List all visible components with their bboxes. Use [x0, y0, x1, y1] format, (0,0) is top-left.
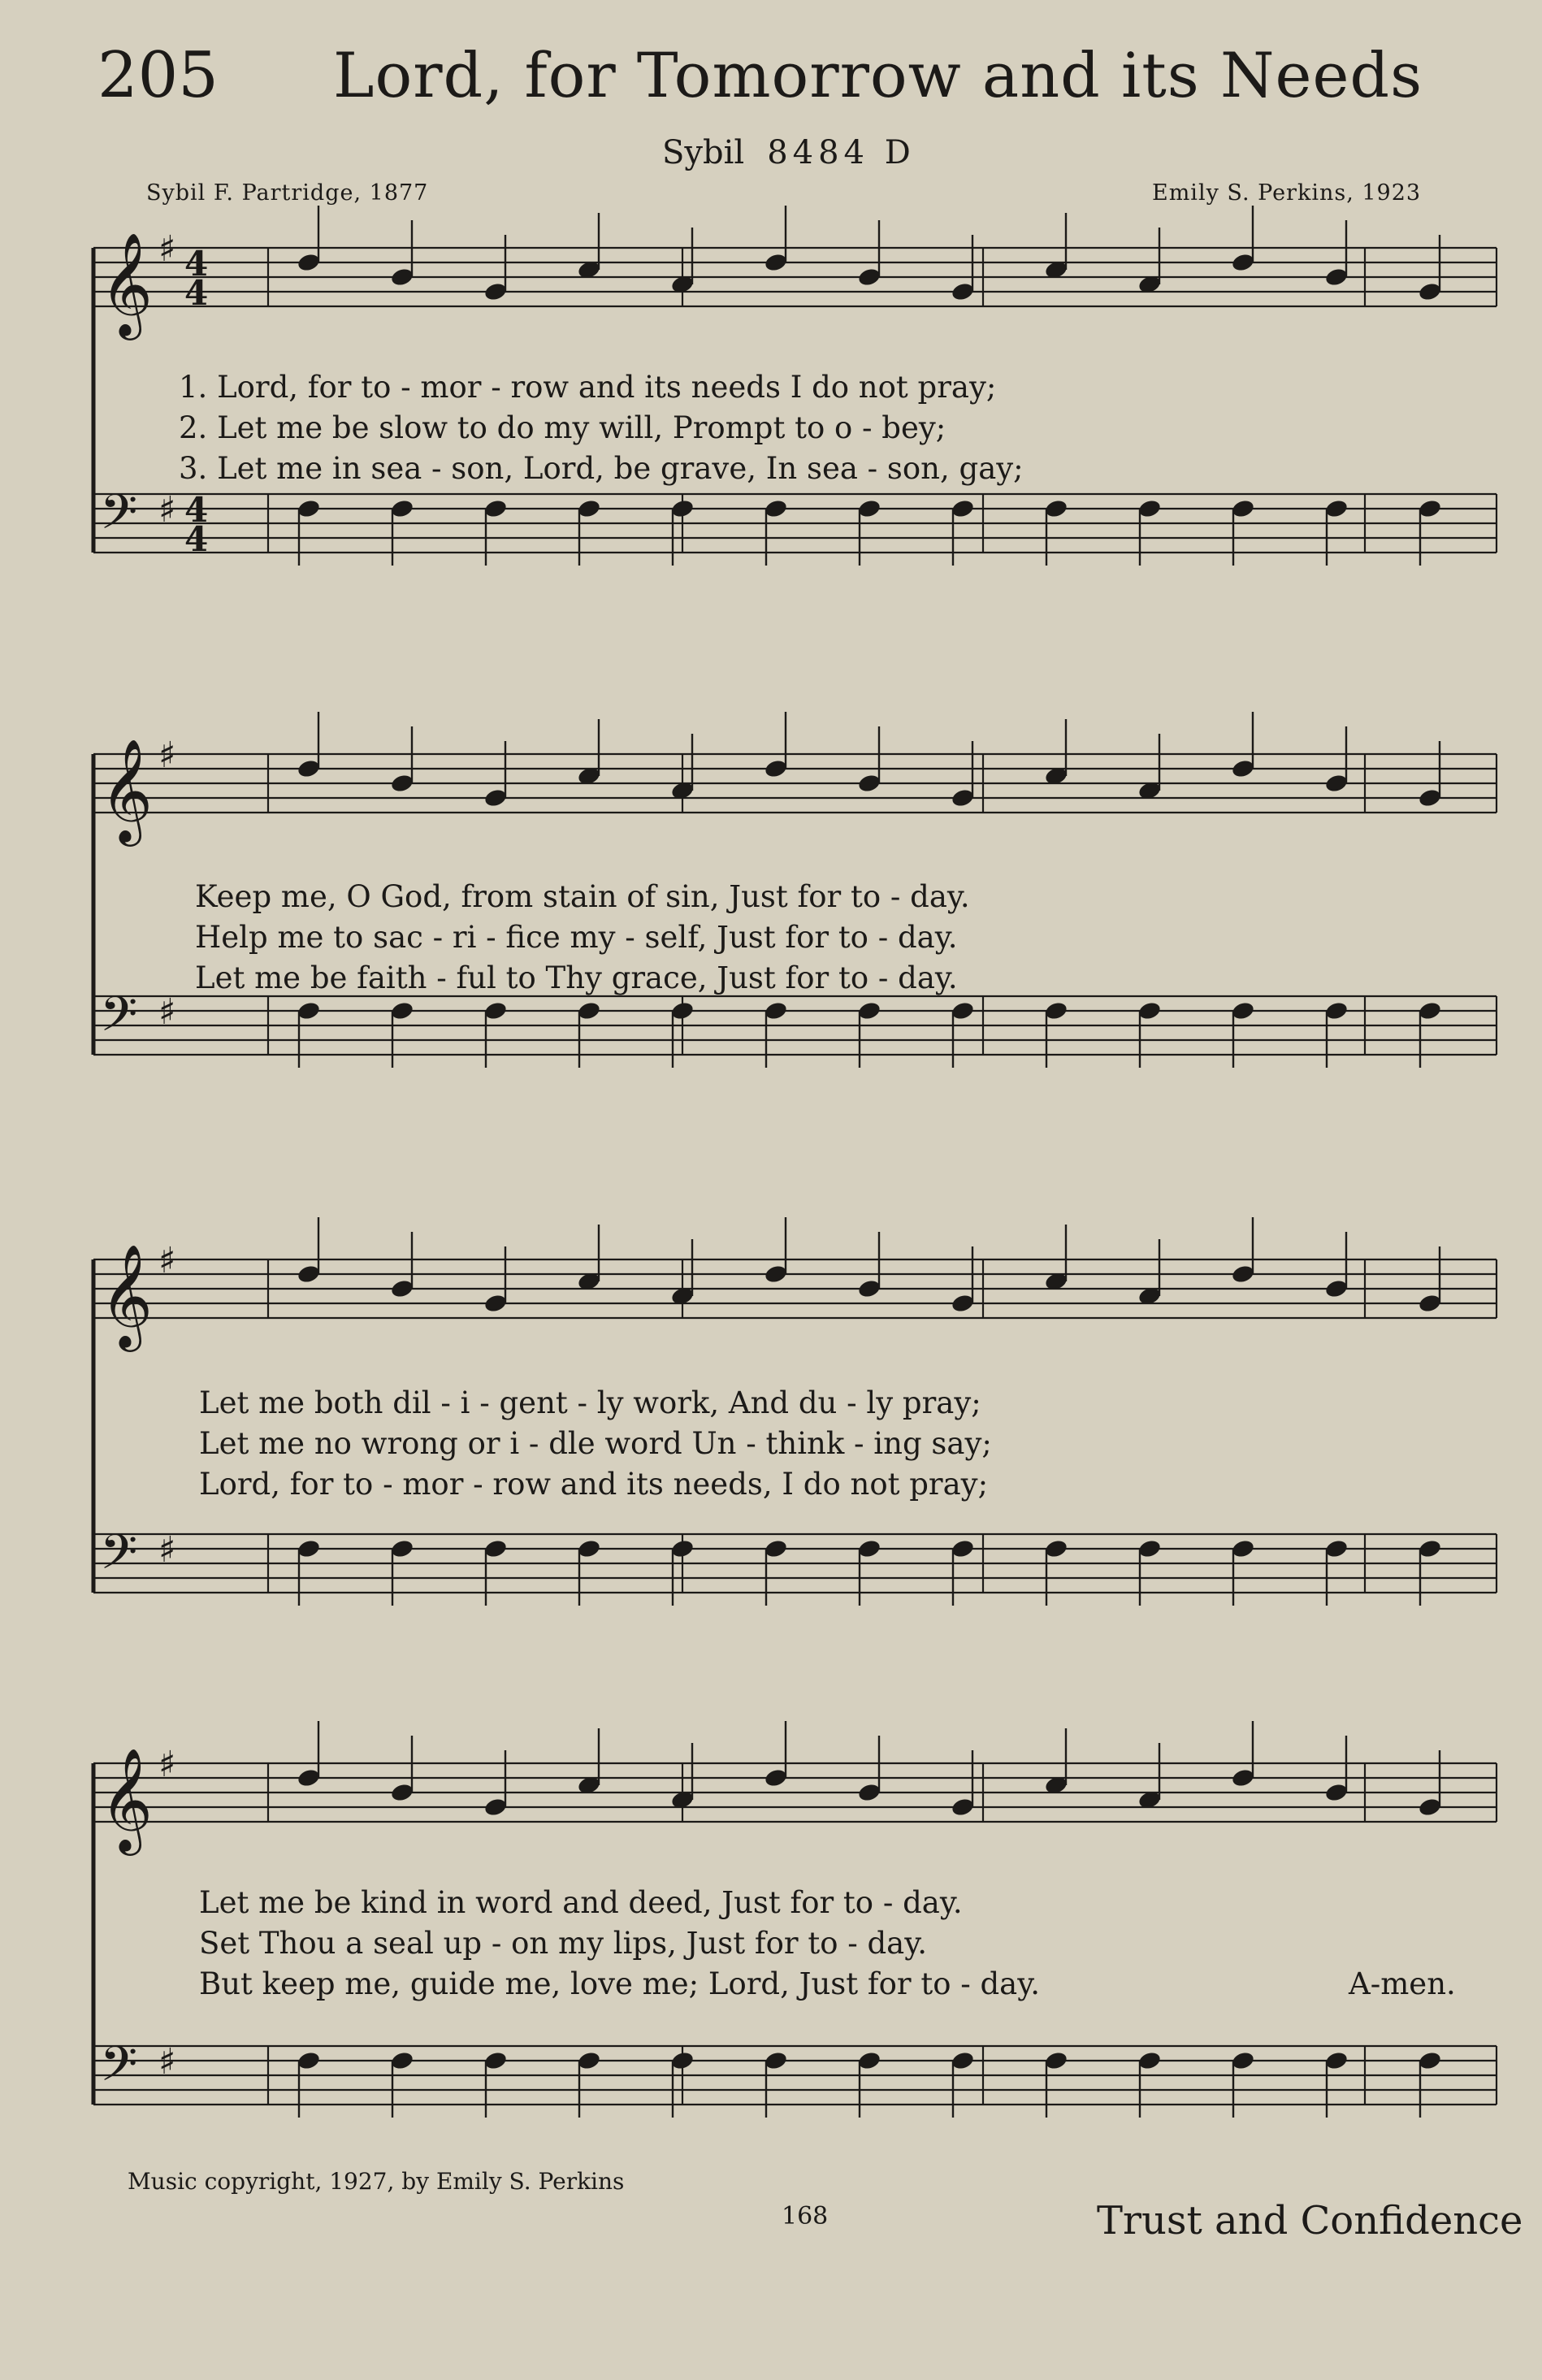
- note-head: [764, 1767, 789, 1788]
- bass-clef-icon: 𝄢: [100, 986, 138, 1054]
- amen: A-men.: [1349, 1966, 1456, 2001]
- sharp-icon: ♯: [158, 991, 176, 1033]
- treble-clef-icon: 𝄞: [100, 1243, 154, 1347]
- note-head: [1231, 2050, 1256, 2071]
- sharp-icon: ♯: [158, 1744, 176, 1785]
- lyric-line3-verse1: Let me both dil - i - gent - ly work, And du - ly pray;: [199, 1385, 981, 1420]
- category-label: Trust and Confidence: [1097, 2198, 1523, 2243]
- hymn-title: Lord, for Tomorrow and its Needs: [333, 39, 1423, 111]
- note-head: [483, 2050, 509, 2071]
- lyric-line4-verse3: But keep me, guide me, love me; Lord, Just for to - day.: [199, 1966, 1040, 2001]
- treble-clef-icon: 𝄞: [100, 232, 154, 336]
- note-head: [390, 2050, 415, 2071]
- note-head: [297, 2050, 322, 2071]
- note-head: [297, 1767, 322, 1788]
- note-head: [1324, 2050, 1349, 2071]
- bass-clef-icon: 𝄢: [100, 483, 138, 552]
- lyric-line2-verse1: Keep me, O God, from stain of sin, Just for to - day.: [195, 879, 970, 914]
- sharp-icon: ♯: [158, 1529, 176, 1571]
- sharp-icon: ♯: [158, 2041, 176, 2083]
- note-head: [857, 2050, 882, 2071]
- treble-clef-icon: 𝄞: [100, 738, 154, 842]
- note-head: [1418, 1797, 1443, 1818]
- bass-clef-icon: 𝄢: [100, 1524, 138, 1592]
- note-head: [1418, 2050, 1443, 2071]
- lyric-line1-verse1: 1. Lord, for to - mor - row and its needs I do not pray;: [179, 370, 997, 405]
- time-signature-denominator: 4: [184, 273, 209, 313]
- lyric-line3-verse2: Let me no wrong or i - dle word Un - think - ing say;: [199, 1426, 992, 1461]
- time-signature-numerator: 4: [184, 490, 209, 530]
- note-head: [1324, 1782, 1349, 1803]
- treble-clef-icon: 𝄞: [100, 1747, 154, 1851]
- lyric-line2-verse2: Help me to sac - ri - fice my - self, Just for to - day.: [195, 920, 958, 955]
- lyric-line3-verse3: Lord, for to - mor - row and its needs, I do not pray;: [199, 1467, 989, 1502]
- note-head: [1231, 1767, 1256, 1788]
- author-credit: Sybil F. Partridge, 1877: [146, 180, 429, 206]
- note-head: [951, 1797, 976, 1818]
- sharp-icon: ♯: [158, 489, 176, 531]
- note-head: [857, 1782, 882, 1803]
- time-signature-denominator: 4: [184, 519, 209, 559]
- sharp-icon: ♯: [158, 1240, 176, 1281]
- hymn-number: 205: [97, 39, 219, 112]
- time-signature-numerator: 4: [184, 244, 209, 284]
- page-number: 168: [782, 2202, 829, 2230]
- note-head: [1137, 2050, 1163, 2071]
- sharp-icon: ♯: [158, 228, 176, 270]
- lyric-line4-verse1: Let me be kind in word and deed, Just for to - day.: [199, 1885, 963, 1920]
- tune-name: Sybil: [662, 134, 745, 171]
- note-head: [577, 2050, 602, 2071]
- note-head: [1044, 2050, 1069, 2071]
- note-head: [483, 1797, 509, 1818]
- bass-clef-icon: 𝄢: [100, 2035, 138, 2104]
- lyric-line1-verse2: 2. Let me be slow to do my will, Prompt to o - bey;: [179, 410, 946, 445]
- composer-credit: Emily S. Perkins, 1923: [1152, 180, 1422, 206]
- lyric-line1-verse3: 3. Let me in sea - son, Lord, be grave, In sea - son, gay;: [179, 451, 1024, 486]
- note-head: [390, 1782, 415, 1803]
- note-head: [670, 2050, 695, 2071]
- meter: 8484 D: [767, 134, 916, 171]
- lyric-line2-verse3: Let me be faith - ful to Thy grace, Just for to - day.: [195, 960, 958, 995]
- note-head: [951, 2050, 976, 2071]
- note-head: [764, 2050, 789, 2071]
- sharp-icon: ♯: [158, 735, 176, 776]
- copyright-notice: Music copyright, 1927, by Emily S. Perkins: [128, 2168, 625, 2195]
- lyric-line4-verse2: Set Thou a seal up - on my lips, Just for to - day.: [199, 1926, 927, 1961]
